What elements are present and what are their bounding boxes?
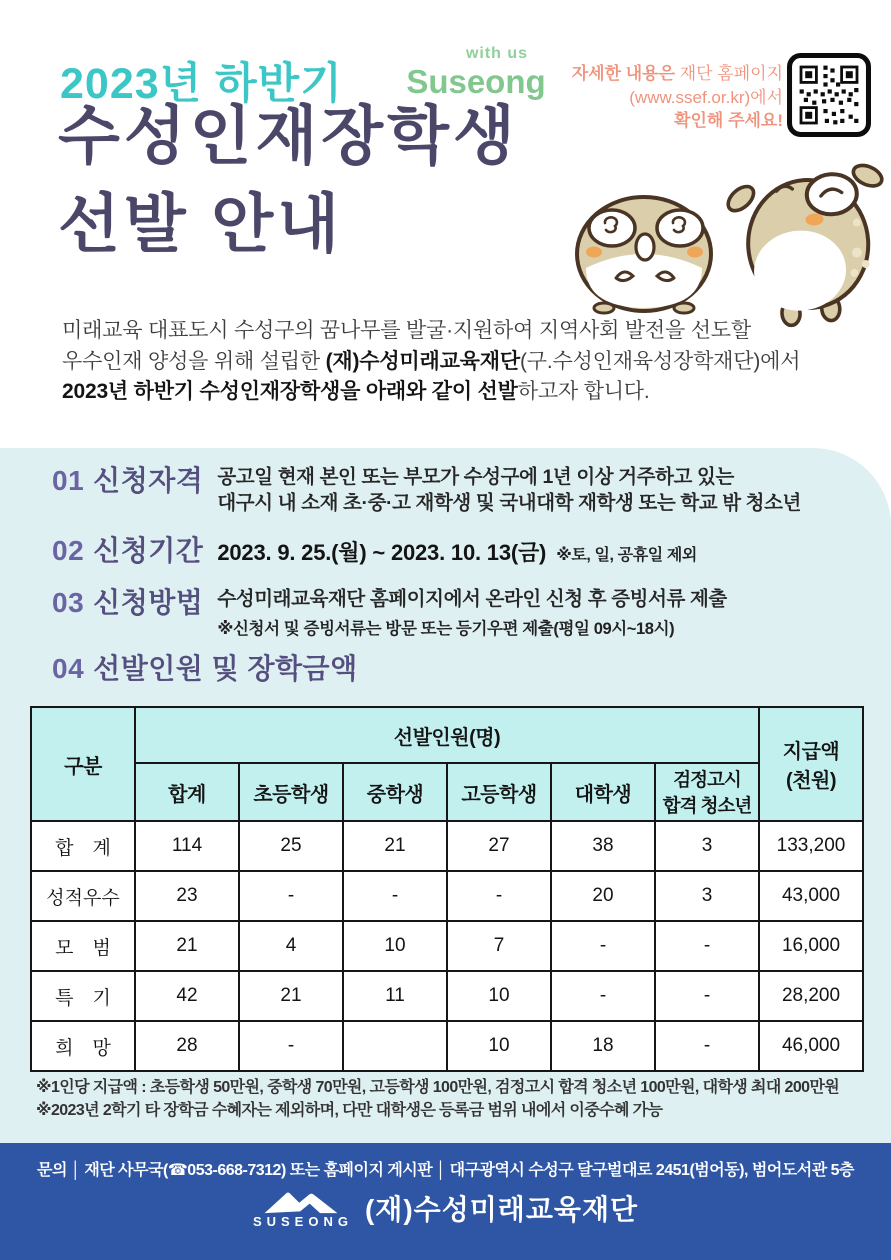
cell-amount: 43,000 bbox=[759, 871, 863, 921]
section-selection bbox=[52, 652, 358, 686]
cell: 18 bbox=[551, 1021, 655, 1071]
mascot-characters bbox=[552, 156, 884, 328]
footer-brand bbox=[0, 1188, 891, 1228]
header-ged-line1: 검정고시 bbox=[673, 769, 741, 790]
period-heading: 2023년 하반기 bbox=[60, 60, 343, 108]
header-selection-count: 선발인원(명) bbox=[135, 707, 759, 763]
table-header-row1 bbox=[31, 707, 863, 763]
cell: - bbox=[551, 971, 655, 1021]
row-label: 성적우수 bbox=[31, 871, 135, 921]
cell: 20 bbox=[551, 871, 655, 921]
section-number: 04 bbox=[52, 653, 85, 684]
suseong-footer-logo bbox=[252, 1188, 353, 1229]
section-number: 03 bbox=[52, 587, 85, 618]
cell: 10 bbox=[343, 921, 447, 971]
footnote-2: ※2023년 2학기 타 장학금 수혜자는 제외하며, 다만 대학생은 등록금 범위 내에서 이중수혜 가능 bbox=[36, 1102, 663, 1119]
page-title bbox=[58, 92, 519, 268]
notice-line1-rest: 재단 홈페이지 bbox=[675, 64, 783, 83]
cell-amount: 133,200 bbox=[759, 821, 863, 871]
section-eligibility-heading bbox=[52, 464, 203, 498]
cell: 10 bbox=[447, 1021, 551, 1071]
cell: 28 bbox=[135, 1021, 239, 1071]
row-label: 모 범 bbox=[31, 921, 135, 971]
section-label: 선발인원 및 장학금액 bbox=[93, 653, 358, 684]
cell: 4 bbox=[239, 921, 343, 971]
footer-contact-line: 문의 │ 재단 사무국(☎053-668-7312) 또는 홈페이지 게시판 │ 대구광역시 수성구 달구벌대로 2451(범어동), 범어도서관 5층 bbox=[37, 1162, 854, 1179]
application-period: 2023. 9. 25.(월) ~ 2023. 10. 13(금) bbox=[217, 540, 547, 565]
cell: 21 bbox=[239, 971, 343, 1021]
homepage-notice bbox=[545, 62, 783, 133]
table-row-model bbox=[31, 921, 863, 971]
notice-line3: 확인해 주세요! bbox=[674, 111, 783, 130]
section-method bbox=[52, 586, 727, 639]
notice-line1-bold: 자세한 내용은 bbox=[571, 64, 676, 83]
cell: - bbox=[655, 921, 759, 971]
cell: 11 bbox=[343, 971, 447, 1021]
title-line2: 선발 안내 bbox=[58, 188, 344, 260]
logo-tagline: with us bbox=[465, 45, 529, 62]
intro-line2-post: (구.수성인재육성장학재단)에서 bbox=[519, 349, 801, 373]
mountain-logo-icon bbox=[258, 1188, 344, 1214]
cell: 3 bbox=[655, 871, 759, 921]
section-label: 신청자격 bbox=[93, 465, 204, 496]
header-high: 고등학생 bbox=[447, 763, 551, 821]
table-row-talent bbox=[31, 971, 863, 1021]
header-ged-line2: 합격 청소년 bbox=[662, 795, 752, 816]
header-amount-line2: (천원) bbox=[786, 770, 836, 792]
footer-logo-text: SUSEONG bbox=[252, 1214, 353, 1229]
intro-line2-pre: 우수인재 양성을 위해 설립한 bbox=[62, 349, 326, 373]
table-row-hope bbox=[31, 1021, 863, 1071]
footer bbox=[0, 1143, 891, 1260]
cell: 114 bbox=[135, 821, 239, 871]
scholarship-table bbox=[30, 706, 864, 1072]
footnote-1: ※1인당 지급액 : 초등학생 50만원, 중학생 70만원, 고등학생 100만원, 검정고시 합격 청소년 100만원, 대학생 최대 200만원 bbox=[36, 1079, 840, 1096]
cell-amount: 16,000 bbox=[759, 921, 863, 971]
cell-amount: 46,000 bbox=[759, 1021, 863, 1071]
notice-url: (www.ssef.or.kr)에서 bbox=[629, 87, 783, 107]
row-label: 희 망 bbox=[31, 1021, 135, 1071]
header-university: 대학생 bbox=[551, 763, 655, 821]
cell: 21 bbox=[135, 921, 239, 971]
header-amount-line1: 지급액 bbox=[782, 741, 840, 763]
section-method-heading bbox=[52, 586, 203, 620]
mascot-right bbox=[722, 160, 884, 328]
qr-code-icon bbox=[787, 53, 871, 137]
intro-line3-post: 하고자 합니다. bbox=[517, 380, 650, 403]
header-elementary: 초등학생 bbox=[239, 763, 343, 821]
eligibility-line1: 공고일 현재 본인 또는 부모가 수성구에 1년 이상 거주하고 있는 bbox=[217, 466, 734, 488]
section-number: 02 bbox=[52, 535, 85, 566]
section-eligibility bbox=[52, 464, 801, 516]
cell: - bbox=[239, 871, 343, 921]
table-header-row2 bbox=[31, 763, 863, 821]
cell: - bbox=[655, 971, 759, 1021]
section-period-heading bbox=[52, 534, 203, 568]
title-line1: 수성인재장학생 bbox=[58, 100, 519, 172]
cell: 7 bbox=[447, 921, 551, 971]
cell: 21 bbox=[343, 821, 447, 871]
cell: 3 bbox=[655, 821, 759, 871]
cell: - bbox=[447, 871, 551, 921]
cell: - bbox=[343, 871, 447, 921]
header-ged bbox=[655, 763, 759, 821]
cell: 42 bbox=[135, 971, 239, 1021]
cell: - bbox=[551, 921, 655, 971]
cell: 23 bbox=[135, 871, 239, 921]
section-period bbox=[52, 534, 697, 568]
intro-line1: 미래교육 대표도시 수성구의 꿈나무를 발굴·지원하여 지역사회 발전을 선도할 bbox=[62, 319, 751, 342]
header-amount bbox=[759, 707, 863, 821]
section-label: 신청방법 bbox=[93, 587, 204, 618]
cell bbox=[343, 1021, 447, 1071]
section-selection-heading bbox=[52, 652, 358, 686]
table-row-merit bbox=[31, 871, 863, 921]
cell-amount: 28,200 bbox=[759, 971, 863, 1021]
intro-paragraph bbox=[62, 316, 862, 408]
cell: 10 bbox=[447, 971, 551, 1021]
intro-foundation-name: (재)수성미래교육재단 bbox=[325, 349, 520, 373]
method-desc: 수성미래교육재단 홈페이지에서 온라인 신청 후 증빙서류 제출 bbox=[217, 588, 727, 610]
cell: - bbox=[239, 1021, 343, 1071]
eligibility-line2: 대구시 내 소재 초·중·고 재학생 및 국내대학 재학생 또는 학교 밖 청소년 bbox=[217, 492, 801, 514]
logo-wordmark: Suseong bbox=[406, 62, 546, 100]
header-middle: 중학생 bbox=[343, 763, 447, 821]
header-category: 구분 bbox=[31, 707, 135, 821]
header-total: 합계 bbox=[135, 763, 239, 821]
table-row-total bbox=[31, 821, 863, 871]
cell: 25 bbox=[239, 821, 343, 871]
period-note: ※토, 일, 공휴일 제외 bbox=[556, 547, 697, 564]
section-number: 01 bbox=[52, 465, 85, 496]
section-label: 신청기간 bbox=[93, 535, 204, 566]
footer-org-name: (재)수성미래교육재단 bbox=[364, 1194, 639, 1225]
footnotes bbox=[36, 1076, 866, 1122]
method-note: ※신청서 및 증빙서류는 방문 또는 등기우편 제출(평일 09시~18시) bbox=[217, 620, 675, 638]
row-label: 특 기 bbox=[31, 971, 135, 1021]
intro-line3-bold: 2023년 하반기 수성인재장학생을 아래와 같이 선발 bbox=[62, 380, 518, 403]
cell: - bbox=[655, 1021, 759, 1071]
cell: 27 bbox=[447, 821, 551, 871]
row-label: 합 계 bbox=[31, 821, 135, 871]
cell: 38 bbox=[551, 821, 655, 871]
mascot-left bbox=[577, 197, 711, 313]
